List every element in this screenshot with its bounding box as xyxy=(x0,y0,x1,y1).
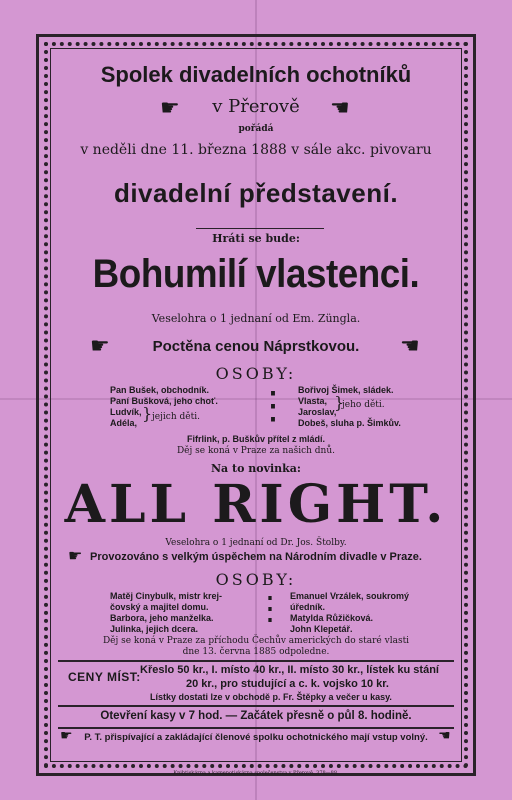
cast1-right-item: Bořivoj Šimek, sládek. xyxy=(298,385,394,395)
cast2-right-item: Emanuel Vrzálek, soukromý xyxy=(290,591,410,601)
cast2-place-line1: Děj se koná v Praze za příchodu Čechův amerických do staré vlasti xyxy=(102,636,410,646)
cast2-right-item: Matylda Růžičková. xyxy=(290,613,374,623)
pointing-hand-right-icon: ☛ xyxy=(68,546,83,565)
cast1-heading: OSOBY: xyxy=(215,364,297,383)
play1-title: Bohumilí vlastenci. xyxy=(92,252,420,296)
cast1-left-item: Paní Bušková, jeho choť. xyxy=(110,396,218,406)
cast1-right-item: Vlasta, xyxy=(298,396,328,406)
prices-line2: 20 kr., pro studující a c. k. vojsko 10 kr. xyxy=(186,678,389,690)
date-line: v neděli dne 11. března 1888 v sále akc. pivovaru xyxy=(80,142,432,158)
divider-line xyxy=(196,228,324,229)
prices-line1: Křeslo 50 kr., I. místo 40 kr., II. místo 30 kr., lístek ku stání xyxy=(140,664,439,676)
divider-line xyxy=(58,705,454,707)
cast1-right-brace: } xyxy=(334,393,345,412)
pointing-hand-left-icon: ☛ xyxy=(438,728,451,744)
members-note: P. T. přispívající a zakládající členové spolku ochotnického mají vstup volný. xyxy=(84,732,428,743)
cast2-left-item: čovský a majitel domu. xyxy=(110,602,209,612)
cast1-left-item: Adéla, xyxy=(110,418,138,428)
presents-label: pořádá xyxy=(238,124,274,134)
pointing-hand-right-icon: ☛ xyxy=(90,334,110,359)
cast2-right-item: John Klepetář. xyxy=(290,624,353,634)
cast1-extra: Fifrlink, p. Buškův přítel z mládí. xyxy=(186,434,326,444)
prices-label: CENY MÍST: xyxy=(68,670,141,684)
cast1-place: Děj se koná v Praze za našich dnů. xyxy=(176,446,336,456)
divider-line xyxy=(58,727,454,729)
opening-times: Otevření kasy v 7 hod. — Začátek přesně o půl 8. hodině. xyxy=(100,710,412,722)
society-name: Spolek divadelních ochotníků xyxy=(100,62,412,87)
printer-imprint: Knihtiskárna a kamenotiskárna společenstva v Přerově. 378—88. xyxy=(173,770,339,776)
cast1-left-brace-text: jejich děti. xyxy=(152,412,200,422)
cast2-left-item: Barbora, jeho manželka. xyxy=(110,613,214,623)
play1-subtitle: Veselohra o 1 jednaní od Em. Züngla. xyxy=(151,312,361,325)
cast2-place-line2: dne 13. června 1885 odpoledne. xyxy=(182,647,330,657)
second-play-intro: Na to novinka: xyxy=(211,462,301,475)
pointing-hand-right-icon: ☛ xyxy=(60,728,73,744)
cast1-right-item: Jaroslav, xyxy=(298,407,337,417)
play1-award: Poctěna cenou Náprstkovou. xyxy=(152,338,360,355)
play2-note: Provozováno s velkým úspěchem na Národním divadle v Praze. xyxy=(90,551,422,563)
cast1-right-brace-text: jeho děti. xyxy=(342,400,385,410)
cast1-left-item: Pan Bušek, obchodník. xyxy=(110,385,210,395)
cast1-left-item: Ludvík, xyxy=(110,407,142,417)
pointing-hand-left-icon: ☛ xyxy=(330,96,350,121)
cast1-left-brace: } xyxy=(142,404,153,423)
event-title: divadelní představení. xyxy=(113,178,399,208)
cast2-left-item: Julinka, jejich dcera. xyxy=(110,624,199,634)
cast2-heading: OSOBY: xyxy=(215,570,297,589)
play2-subtitle: Veselohra o 1 jednaní od Dr. Jos. Štolby. xyxy=(165,538,347,548)
divider-line xyxy=(58,660,454,662)
pointing-hand-left-icon: ☛ xyxy=(400,334,420,359)
cast2-right-item: úředník. xyxy=(290,602,326,612)
first-play-intro: Hráti se bude: xyxy=(212,232,300,245)
prices-line3: Lístky dostati lze v obchodě p. Fr. Štěpky a večer u kasy. xyxy=(150,692,392,702)
play2-title: ALL RIGHT. xyxy=(64,474,448,535)
cast2-left-item: Matěj Cinybulk, mistr krej- xyxy=(110,591,223,601)
pointing-hand-right-icon: ☛ xyxy=(160,96,180,121)
column-separator: ⋮ xyxy=(254,589,286,627)
cast1-right-item: Dobeš, sluha p. Šimkův. xyxy=(298,418,401,428)
column-separator: ⋮ xyxy=(254,383,290,427)
town-name: v Přerově xyxy=(212,96,300,117)
